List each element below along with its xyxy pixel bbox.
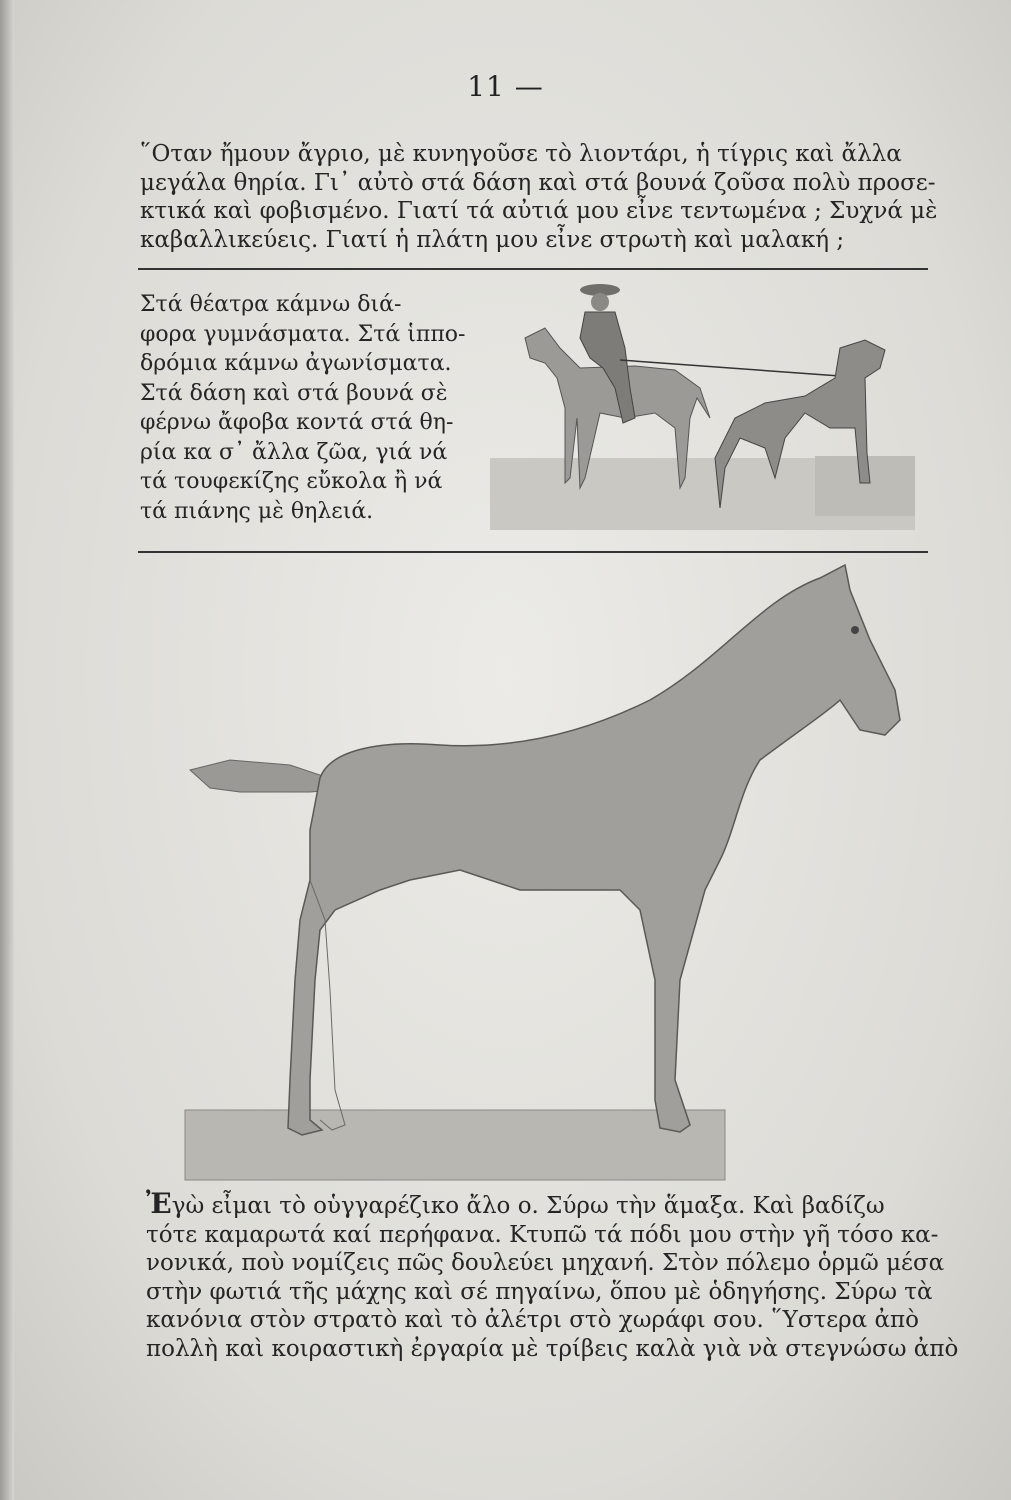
text-line: μεγάλα θηρία. Γι᾽ αὐτὸ στά δάση καὶ στά βουνά ζοῦσα πολὺ προσε-	[140, 169, 936, 196]
divider-rule	[138, 268, 928, 270]
page-number: 11 —	[467, 70, 544, 103]
text-line: κτικά καὶ φοβισμένο. Γιατί τά αὐτιά μου εἶνε τεντωμένα ; Συχνά μὲ	[140, 198, 938, 224]
text-line-rest: γὼ εἶμαι τὸ οὑγγαρέζικο ἄλο ο. Σύρω τὴν ἅμαξα. Καὶ βαδίζω	[171, 1193, 885, 1219]
text-line: στὴν φωτιά τῆς μάχης καὶ σέ πηγαίνω, ὅπου μὲ ὁδηγήσης. Σύρω τὰ	[146, 1278, 933, 1305]
text-line	[146, 1187, 946, 1221]
caption-paragraph	[140, 290, 470, 526]
body-paragraph	[146, 1187, 959, 1363]
text-line: κανόνια στὸν στρατὸ καὶ τὸ ἀλέτρι στὸ χωράφι σου. ῞Υστερα ἀπὸ	[146, 1307, 920, 1333]
rider-lasso-illustration	[485, 278, 925, 534]
text-line: Στά δάση καὶ στά βουνά σὲ	[140, 380, 448, 406]
text-line: δρόμια κάμνω ἀγωνίσματα.	[140, 351, 452, 376]
text-line: τά πιάνης μὲ θηλειά.	[140, 498, 374, 524]
text-line: φορα γυμνάσματα. Στά ἱππο-	[140, 321, 466, 347]
text-line: νονικά, ποὺ νομίζεις πῶς δουλεύει μηχανή. Στὸν πόλεμο ὁρμῶ μέσα	[146, 1250, 945, 1276]
text-line: τότε καμαρωτά καί περήφανα. Κτυπῶ τά πόδι μου στὴν γῆ τόσο κα-	[146, 1221, 939, 1248]
text-line: τά τουφεκίζης εὔκολα ἢ νά	[140, 469, 443, 494]
text-line: πολλὴ καὶ κοιραστικὴ ἐργαρία μὲ τρίβεις καλὰ γιὰ νὰ στεγνώσω ἀπὸ	[146, 1335, 959, 1362]
intro-paragraph	[140, 140, 938, 254]
text-line: ρία κα σ᾽ ἄλλα ζῶα, γιά νά	[140, 439, 448, 465]
text-line: Στά θέατρα κάμνω διά-	[140, 292, 402, 317]
text-line: καβαλλικεύεις. Γιατί ἡ πλάτη μου εἶνε στρωτὴ καὶ μαλακή ;	[140, 226, 845, 253]
drop-cap: Ἐ	[146, 1187, 172, 1220]
divider-rule	[138, 551, 928, 553]
horse-illustration	[160, 560, 920, 1190]
text-line: φέρνω ἄφοβα κοντά στά θη-	[140, 410, 454, 435]
text-line: ῞Οταν ἤμουν ἄγριο, μὲ κυνηγοῦσε τὸ λιοντάρι, ἡ τίγρις καὶ ἄλλα	[140, 141, 902, 167]
page-edge	[0, 0, 14, 1500]
